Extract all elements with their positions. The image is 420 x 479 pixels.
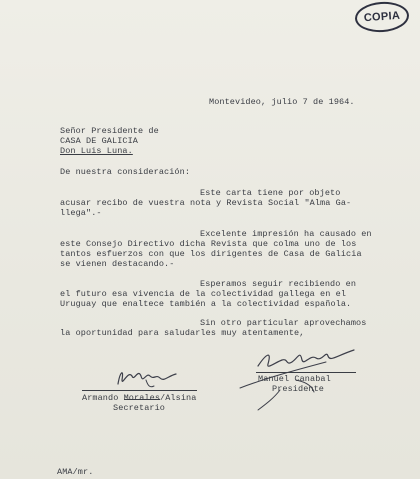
body-p1-line-2: acusar recibo de vuestra nota y Revista Social "Alma Ga- bbox=[60, 198, 352, 208]
president-signature-line bbox=[256, 372, 356, 373]
copia-stamp bbox=[354, 0, 410, 34]
body-p4-line-1: Sin otro particular aprovechamos bbox=[200, 318, 367, 328]
secretary-name bbox=[82, 393, 196, 403]
secretary-signature-line bbox=[82, 390, 197, 391]
body-p4-line-2: la oportunidad para saludarles muy atentamente, bbox=[60, 328, 305, 338]
recipient-line-1: Señor Presidente de bbox=[60, 126, 159, 136]
secretary-first-name: Armando bbox=[82, 393, 119, 403]
typist-initials: AMA/mr. bbox=[57, 467, 94, 477]
body-p2-line-2: este Consejo Directivo dicha Revista que colma uno de los bbox=[60, 239, 357, 249]
secretary-title: Secretario bbox=[113, 403, 166, 413]
body-p1-line-1: Este carta tiene por objeto bbox=[200, 188, 341, 198]
president-title: Presidente bbox=[272, 384, 325, 394]
recipient-line-2: CASA DE GALICIA bbox=[60, 136, 139, 146]
body-p2-line-4: se vienen destacando.- bbox=[60, 259, 175, 269]
stamp-text: COPIA bbox=[363, 9, 401, 25]
body-p2-line-3: tantos esfuerzos con que los dirigentes de Casa de Galicia bbox=[60, 249, 362, 259]
body-p3-line-2: el futuro esa vivencia de la colectividad gallega en el bbox=[60, 289, 347, 299]
body-p2-line-1: Excelente impresión ha causado en bbox=[200, 229, 372, 239]
secretary-signature bbox=[110, 362, 185, 392]
secretary-last-name: /Alsina bbox=[160, 393, 197, 403]
salutation: De nuestra consideración: bbox=[60, 167, 191, 177]
body-p3-line-1: Esperamos seguir recibiendo en bbox=[200, 279, 357, 289]
place-date: Montevideo, julio 7 de 1964. bbox=[209, 97, 355, 107]
recipient-line-3: Don Luis Luna. bbox=[60, 146, 133, 156]
body-p3-line-3: Uruguay que enaltece también a la colectividad española. bbox=[60, 299, 352, 309]
secretary-struck-name: Morales bbox=[123, 393, 161, 403]
body-p1-line-3: llega".- bbox=[60, 208, 102, 218]
president-name: Manuel Canabal bbox=[258, 374, 331, 384]
